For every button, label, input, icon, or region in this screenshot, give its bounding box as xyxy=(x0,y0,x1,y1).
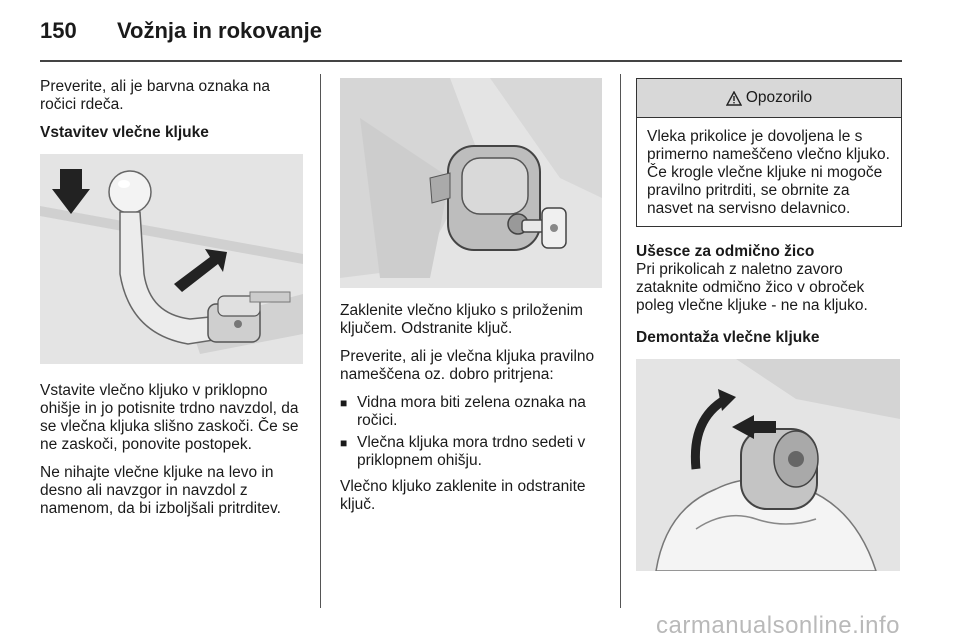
right-column xyxy=(636,78,902,571)
illustration-lock-key xyxy=(340,78,602,288)
check-list xyxy=(340,394,605,470)
page-number: 150 xyxy=(40,18,77,43)
illustration-insert-towbar xyxy=(40,154,303,364)
warning-triangle-icon xyxy=(726,91,742,106)
section-heading-insert: Vstavitev vlečne kljuke xyxy=(40,124,209,141)
column-divider-left xyxy=(320,74,321,608)
section-heading-removal: Demontaža vlečne kljuke xyxy=(636,329,820,346)
warning-text: Vleka prikolice je dovoljena le s primerno nameščeno vlečno kljuko. Če krogle vlečne kljuke ni mogoče pravilno pritrditi, se obrnite za nasvet na servisno delavnico. xyxy=(647,128,890,217)
watermark: carmanualsonline.info xyxy=(656,612,900,639)
insert-caution: Ne nihajte vlečne kljuke na levo in desno ali navzgor in navzdol z namenom, da bi izboljšali pritrditev. xyxy=(40,464,281,517)
section-heading-eyelet: Ušesce za odmično žico xyxy=(636,243,815,260)
middle-column xyxy=(340,78,605,524)
insert-instructions: Vstavite vlečno kljuko v priklopno ohišje in jo potisnite trdno navzdol, da se vlečna kljuka slišno zaskoči. Če se ne zaskoči, ponovite postopek. xyxy=(40,382,299,453)
lock-instructions: Zaklenite vlečno kljuko s priloženim ključem. Odstranite ključ. xyxy=(340,302,583,337)
warning-header xyxy=(637,79,901,118)
list-item: ■ Vidna mora biti zelena oznaka na ročici. xyxy=(340,394,605,430)
header-rule xyxy=(40,60,902,62)
eyelet-instructions: Pri prikolicah z naletno zavoro zataknite odmično žico v obroček poleg vlečne kljuke - ne na kljuko. xyxy=(636,261,868,314)
left-column xyxy=(40,78,308,528)
illustration-removal xyxy=(636,359,900,571)
lock-remove-key: Vlečno kljuko zaklenite in odstranite ključ. xyxy=(340,478,586,513)
list-item: ■ Vlečna kljuka mora trdno sedeti v priklopnem ohišju. xyxy=(340,434,605,470)
check-instructions: Preverite, ali je vlečna kljuka pravilno nameščena oz. dobro pritrjena: xyxy=(340,348,595,383)
page-title: Vožnja in rokovanje xyxy=(117,18,322,43)
warning-box xyxy=(636,78,902,227)
intro-text: Preverite, ali je barvna oznaka na ročici rdeča. xyxy=(40,78,271,113)
warning-title: Opozorilo xyxy=(745,89,813,106)
column-divider-right xyxy=(620,74,621,608)
